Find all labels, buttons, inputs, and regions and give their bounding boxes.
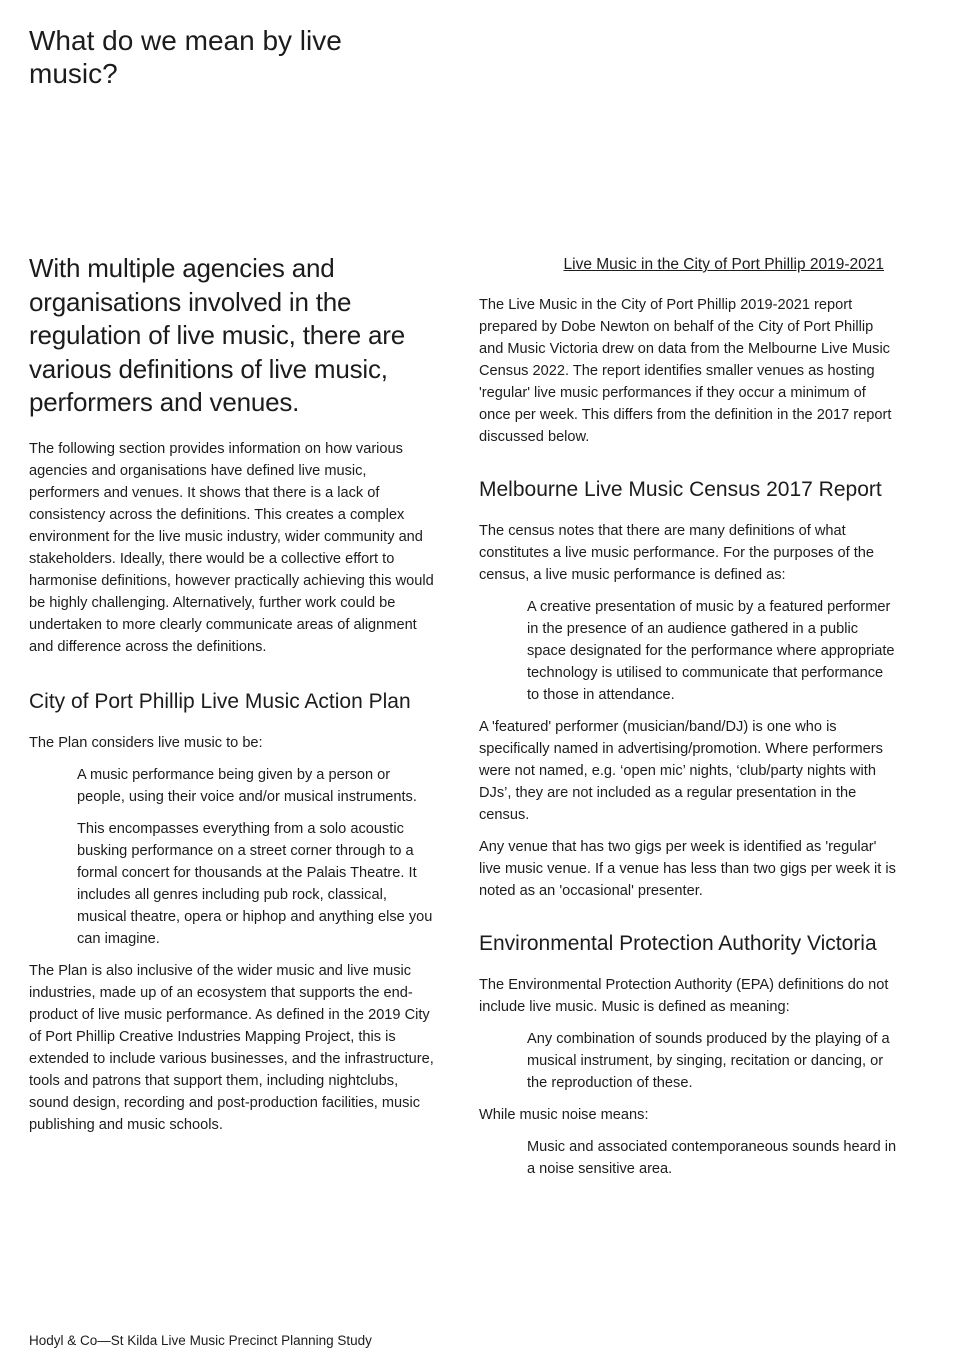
- census-quote: A creative presentation of music by a featured performer in the presence of an audience gathered in a public space designated for the performance where appropriate technology is utilised to communicate that performance to those in attendance.: [527, 599, 895, 703]
- census-venue-paragraph: Any venue that has two gigs per week is identified as 'regular' live music venue. If a venue has less than two gigs per week it is noted as an 'occasional' presenter.: [479, 839, 896, 899]
- census-intro: The census notes that there are many definitions of what constitutes a live music performance. For the purposes of the census, a live music performance is defined as:: [479, 523, 875, 583]
- census-heading: Melbourne Live Music Census 2017 Report: [479, 478, 882, 501]
- page-title: What do we mean by live music?: [29, 25, 342, 89]
- epa-noise-quote: Music and associated contemporaneous sounds heard in a noise sensitive area.: [527, 1139, 897, 1177]
- page-footer: Hodyl & Co—St Kilda Live Music Precinct Planning Study: [29, 1333, 372, 1348]
- action-plan-heading: City of Port Phillip Live Music Action Plan: [29, 689, 411, 713]
- epa-intro: The Environmental Protection Authority (EPA) definitions do not include live music. Music is defined as meaning:: [479, 977, 889, 1015]
- epa-noise-intro: While music noise means:: [479, 1107, 649, 1123]
- lead-statement: With multiple agencies and organisations involved in the regulation of live music, there are various definitions of live music, performers and venues.: [29, 253, 405, 417]
- action-plan-paragraph: The Plan is also inclusive of the wider music and live music industries, made up of an ecosystem that supports the end-product of live music performance. As defined in the 2019 City of Port Phillip Creative Industries Mapping Project, this is extended to include various businesses, and the infrastructure, tools and patrons that support them, including nightclubs, sound design, recording and post-production facilities, music publishing and music schools.: [29, 962, 434, 1133]
- report-paragraph: The Live Music in the City of Port Phillip 2019-2021 report prepared by Dobe Newton on behalf of the City of Port Phillip and Music Victoria drew on data from the Melbourne Live Music Census 2022. The report identifies smaller venues as hosting 'regular' live music performances if they occur a minimum of once per week. This differs from the definition in the 2017 report discussed below.: [479, 297, 892, 445]
- action-plan-quote-2: This encompasses everything from a solo acoustic busking performance on a street corner through to a formal concert for thousands at the Palais Theatre. It includes all genres including pub rock, classical, musical theatre, opera or hiphop and anything else you can imagine.: [77, 820, 433, 947]
- right-column: [479, 252, 899, 1190]
- left-column: [29, 252, 439, 1146]
- epa-music-quote: Any combination of sounds produced by the playing of a musical instrument, by singing, recitation or dancing, or the reproduction of these.: [527, 1031, 890, 1091]
- census-featured-paragraph: A 'featured' performer (musician/band/DJ) is one who is specifically named in advertising/promotion. Where performers were not named, e.g. ‘open mic’ nights, ‘club/party nights with DJs’, they are not included as a regular presentation in the census.: [479, 719, 883, 823]
- report-link[interactable]: Live Music in the City of Port Phillip 2019-2021: [563, 256, 884, 273]
- action-plan-intro: The Plan considers live music to be:: [29, 734, 263, 751]
- intro-paragraph: The following section provides information on how various agencies and organisations have defined live music, performers and venues. It shows that there is a lack of consistency across the definitions. This creates a complex environment for the live music industry, wider community and stakeholders. Ideally, there would be a collective effort to harmonise definitions, however practically achieving this would be highly challenging. Alternatively, further work could be undertaken to more clearly communicate areas of alignment and difference across the definitions.: [29, 440, 434, 655]
- epa-heading: Environmental Protection Authority Victoria: [479, 932, 877, 955]
- action-plan-quote-1: A music performance being given by a person or people, using their voice and/or musical instruments.: [77, 766, 417, 805]
